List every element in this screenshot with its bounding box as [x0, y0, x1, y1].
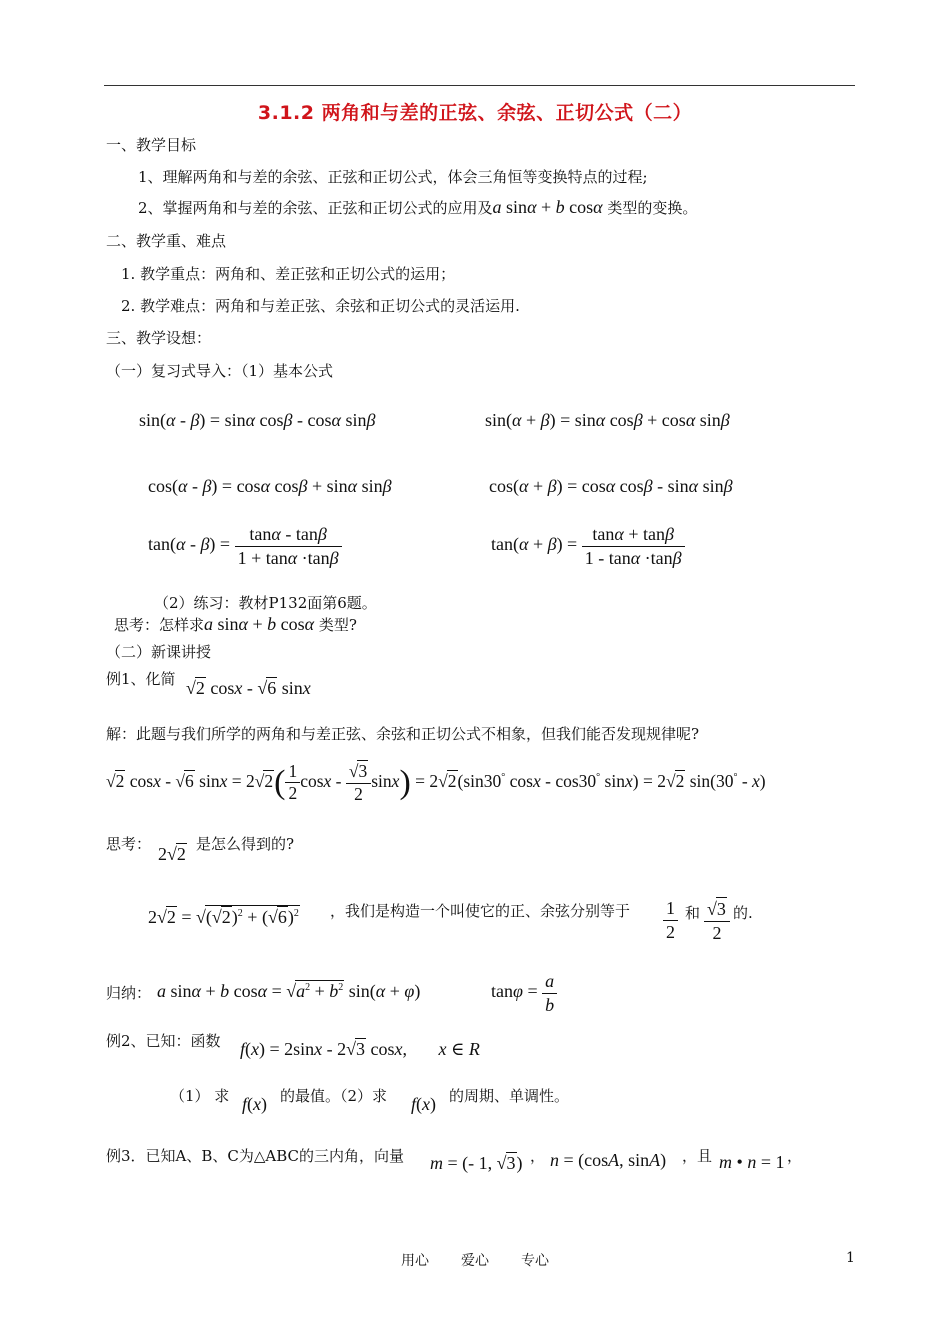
objective-1: 1、理解两角和与差的余弦、正弦和正切公式，体会三角恒等变换特点的过程;: [138, 168, 648, 186]
construct-text: [330, 900, 630, 921]
formula-cos-plus: cos(α + β) = cosα cosβ - sinα sinβ: [489, 476, 733, 496]
formula-cos-minus: cos(α - β) = cosα cosβ + sinα sinβ: [148, 476, 392, 496]
objective-2-tail: 类型的变换。: [607, 199, 698, 217]
formula-asin-bcos-2: a sinα + b cosα: [204, 614, 315, 634]
page-number: 1: [846, 1250, 855, 1266]
fx-1: f(x): [242, 1094, 268, 1114]
two-root-two-derivation: $2√2 = √(√2)^2 + (√6)^2$: [148, 907, 299, 927]
summary-formula: a sinα + b $\cos\alpha = √a^2 + b^2$ sin(α + φ): [157, 981, 421, 1001]
formula-asin-bcos: a sinα + b cosα: [492, 197, 603, 217]
comma-3: ，: [787, 1147, 803, 1165]
think-text: 是怎么得到的?: [196, 835, 295, 853]
construct-and: 和: [685, 904, 701, 922]
difficult-point: 2. 教学难点：两角和与差正弦、余弦和正切公式的灵活运用.: [121, 297, 520, 315]
tan-phi-formula: tanφ = $\frac{a}{b}$: [491, 970, 557, 1016]
formula-tan-minus: tan(α - β) = $\frac{\tan\alpha - \tan\beta}{1 + \tan\alpha \cdot\tan\beta}$: [148, 523, 342, 569]
example-1-solution: 解：此题与我们所学的两角和与差正弦、余弦和正切公式不相象，但我们能否发现规律呢?: [106, 725, 700, 743]
frac-root3-half: $\frac{√3}{2}$: [704, 897, 730, 944]
think-question: [114, 614, 357, 635]
construct-text-pre: ，我们是构造一个叫使它的正、余弦分别等于: [330, 902, 631, 920]
footer-a: 用心: [401, 1253, 429, 1269]
section-1-heading: 一、教学目标: [106, 136, 197, 154]
example-2-question-1-tail: 的最值。（2）求: [280, 1087, 388, 1105]
objective-2-text: 2、掌握两角和与差的余弦、正弦和正切公式的应用及: [138, 199, 493, 217]
formula-tan-plus: tan(α + β) = $\frac{\tan\alpha + \tan\beta}{1 - \tan\alpha \cdot\tan\beta}$: [491, 523, 685, 569]
fx-2: f(x): [411, 1094, 437, 1114]
section-2-heading: 二、教学重、难点: [106, 232, 227, 250]
page-title: 3.1.2 两角和与差的正弦、余弦、正切公式（二）: [257, 102, 693, 124]
comma-1: ，: [530, 1147, 546, 1165]
two-root-two: 2√2: [158, 844, 186, 864]
example-1-expression: √2 cosx - √6 sinx: [186, 678, 311, 698]
footer: [0, 1250, 950, 1270]
example-2-question-1: （1） 求: [170, 1087, 230, 1105]
comma-2: ，且: [682, 1147, 713, 1165]
think-question-tail: 类型?: [318, 616, 357, 634]
frac-one-half: $\frac{1}{2}$: [663, 897, 678, 943]
objective-2: [138, 197, 697, 218]
formula-sin-minus: sin(α - β) = sinα cosβ - cosα sinβ: [139, 410, 376, 430]
key-point: 1. 教学重点：两角和、差正弦和正切公式的运用；: [121, 265, 456, 283]
formula-sin-plus: sin(α + β) = sinα cosβ + cosα sinβ: [485, 410, 730, 430]
subsection-new-lesson: （二）新课讲授: [106, 643, 212, 661]
section-3-heading: 三、教学设想：: [106, 329, 212, 347]
subsection-review: （一）复习式导入：（1）基本公式: [106, 362, 334, 380]
think-label: 思考：: [106, 835, 152, 853]
footer-c: 专心: [521, 1253, 549, 1269]
example-2-label: 例2、已知：函数: [106, 1032, 221, 1050]
vector-n: n = (cosA, sinA): [550, 1150, 667, 1170]
think-question-text: 思考：怎样求: [114, 616, 205, 634]
example-2-function: f(x) = 2sinx - 2√3 cosx, x ∈ R: [240, 1039, 480, 1059]
construct-post: 的.: [733, 904, 753, 922]
footer-b: 爱心: [461, 1253, 489, 1269]
vector-m: m = (- 1, √3): [430, 1153, 523, 1173]
example-1-derivation: √2 cosx - √6 sinx = 2√2( $\frac{1}{2}$ cosx - $\frac{√3}{2}$ sinx) = 2√2(sin30° cosx - cos30° sinx) = 2√2 sin(30° - x): [106, 760, 766, 804]
dot-product: m • n = 1: [719, 1152, 785, 1172]
top-rule: [104, 85, 855, 86]
practice-note: （2）练习：教材P132面第6题。: [154, 594, 377, 612]
example-2-question-2-tail: 的周期、单调性。: [449, 1087, 570, 1105]
example-1-label: 例1、化简: [106, 670, 176, 688]
example-3-label: 例3．已知A、B、C为△ABC的三内角，向量: [106, 1147, 405, 1165]
summary-label: 归纳：: [106, 984, 152, 1002]
